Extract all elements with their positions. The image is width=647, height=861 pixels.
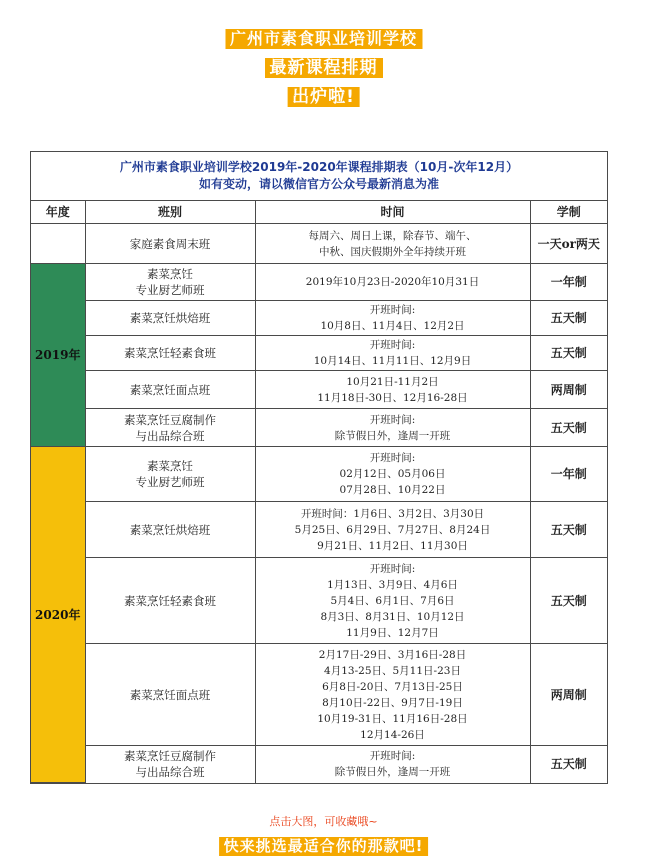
table-row bbox=[31, 644, 607, 746]
schedule-table[interactable] bbox=[30, 151, 608, 784]
class-cell: 素菜烹饪烘焙班 bbox=[85, 502, 255, 558]
class-cell: 素菜烹饪 专业厨艺师班 bbox=[85, 447, 255, 502]
class-cell: 素菜烹饪豆腐制作 与出品综合班 bbox=[85, 409, 255, 447]
class-cell: 素菜烹饪豆腐制作 与出品综合班 bbox=[85, 746, 255, 783]
table-row bbox=[31, 336, 607, 371]
system-cell: 一年制 bbox=[530, 264, 607, 301]
class-cell: 素菜烹饪烘焙班 bbox=[85, 301, 255, 336]
system-cell: 五天制 bbox=[530, 558, 607, 644]
system-cell: 五天制 bbox=[530, 409, 607, 447]
class-cell: 素菜烹饪 专业厨艺师班 bbox=[85, 264, 255, 301]
time-cell: 开班时间: 除节假日外，逢周一开班 bbox=[255, 409, 530, 447]
table-row bbox=[31, 371, 607, 409]
table-subtitle: 如有变动，请以微信官方公众号最新消息为准 bbox=[198, 177, 439, 191]
class-cell: 素菜烹饪面点班 bbox=[85, 644, 255, 746]
system-cell: 五天制 bbox=[530, 746, 607, 783]
time-cell: 开班时间: 10月14日、11月11日、12月9日 bbox=[255, 336, 530, 371]
class-cell: 家庭素食周末班 bbox=[85, 224, 255, 264]
system-cell: 五天制 bbox=[530, 502, 607, 558]
banner-released: 出炉啦! bbox=[287, 87, 360, 107]
time-cell: 2019年10月23日-2020年10月31日 bbox=[255, 264, 530, 301]
year-cell-2019: 2019年 bbox=[31, 264, 85, 447]
time-cell: 开班时间：1月6日、3月2日、3月30日 5月25日、6月29日、7月27日、8月24日 9月21日、11月2日、11月30日 bbox=[255, 502, 530, 558]
table-title: 广州市素食职业培训学校2019年-2020年课程排期表（10月-次年12月） bbox=[119, 160, 519, 174]
time-cell: 每周六、周日上课，除春节、端午、 中秋、国庆假期外全年持续开班 bbox=[255, 224, 530, 264]
system-cell: 两周制 bbox=[530, 644, 607, 746]
time-cell: 10月21日-11月2日 11月18日-30日、12月16-28日 bbox=[255, 371, 530, 409]
time-cell: 开班时间: 1月13日、3月9日、4月6日 5月4日、6月1日、7月6日 8月3日、8月31日、10月12日 11月9日、12月7日 bbox=[255, 558, 530, 644]
schedule-grid bbox=[31, 201, 607, 783]
class-cell: 素菜烹饪面点班 bbox=[85, 371, 255, 409]
table-row bbox=[31, 558, 607, 644]
year-cell-2020: 2020年 bbox=[31, 447, 85, 783]
time-cell: 2月17日-29日、3月16日-28日 4月13-25日、5月11日-23日 6月8日-20日、7月13日-25日 8月10日-22日、9月7日-19日 10月19-31日、11月16日-28日 12月14-26日 bbox=[255, 644, 530, 746]
system-cell: 五天制 bbox=[530, 301, 607, 336]
table-row bbox=[31, 746, 607, 783]
system-cell: 一天or两天 bbox=[530, 224, 607, 264]
banner-school-name: 广州市素食职业培训学校 bbox=[225, 29, 422, 49]
col-header-class: 班别 bbox=[85, 201, 255, 224]
table-row bbox=[31, 224, 607, 264]
class-cell: 素菜烹饪轻素食班 bbox=[85, 336, 255, 371]
time-cell: 开班时间: 02月12日、05月06日 07月28日、10月22日 bbox=[255, 447, 530, 502]
class-cell: 素菜烹饪轻素食班 bbox=[85, 558, 255, 644]
table-header-block bbox=[31, 152, 607, 201]
system-cell: 两周制 bbox=[530, 371, 607, 409]
time-cell: 开班时间: 10月8日、11月4日、12月2日 bbox=[255, 301, 530, 336]
col-header-year: 年度 bbox=[31, 201, 85, 224]
time-cell: 开班时间: 除节假日外，逢周一开班 bbox=[255, 746, 530, 783]
table-row bbox=[31, 301, 607, 336]
footer-banner: 快来挑选最适合你的那款吧! bbox=[219, 837, 429, 856]
banner-schedule: 最新课程排期 bbox=[265, 58, 383, 78]
table-row bbox=[31, 264, 607, 301]
table-row bbox=[31, 409, 607, 447]
system-cell: 一年制 bbox=[530, 447, 607, 502]
year-cell-empty bbox=[31, 224, 85, 264]
col-header-time: 时间 bbox=[255, 201, 530, 224]
table-row bbox=[31, 447, 607, 502]
column-header-row bbox=[31, 201, 607, 224]
table-row bbox=[31, 502, 607, 558]
col-header-system: 学制 bbox=[530, 201, 607, 224]
system-cell: 五天制 bbox=[530, 336, 607, 371]
save-tip: 点击大图，可收藏哦~ bbox=[269, 815, 378, 828]
